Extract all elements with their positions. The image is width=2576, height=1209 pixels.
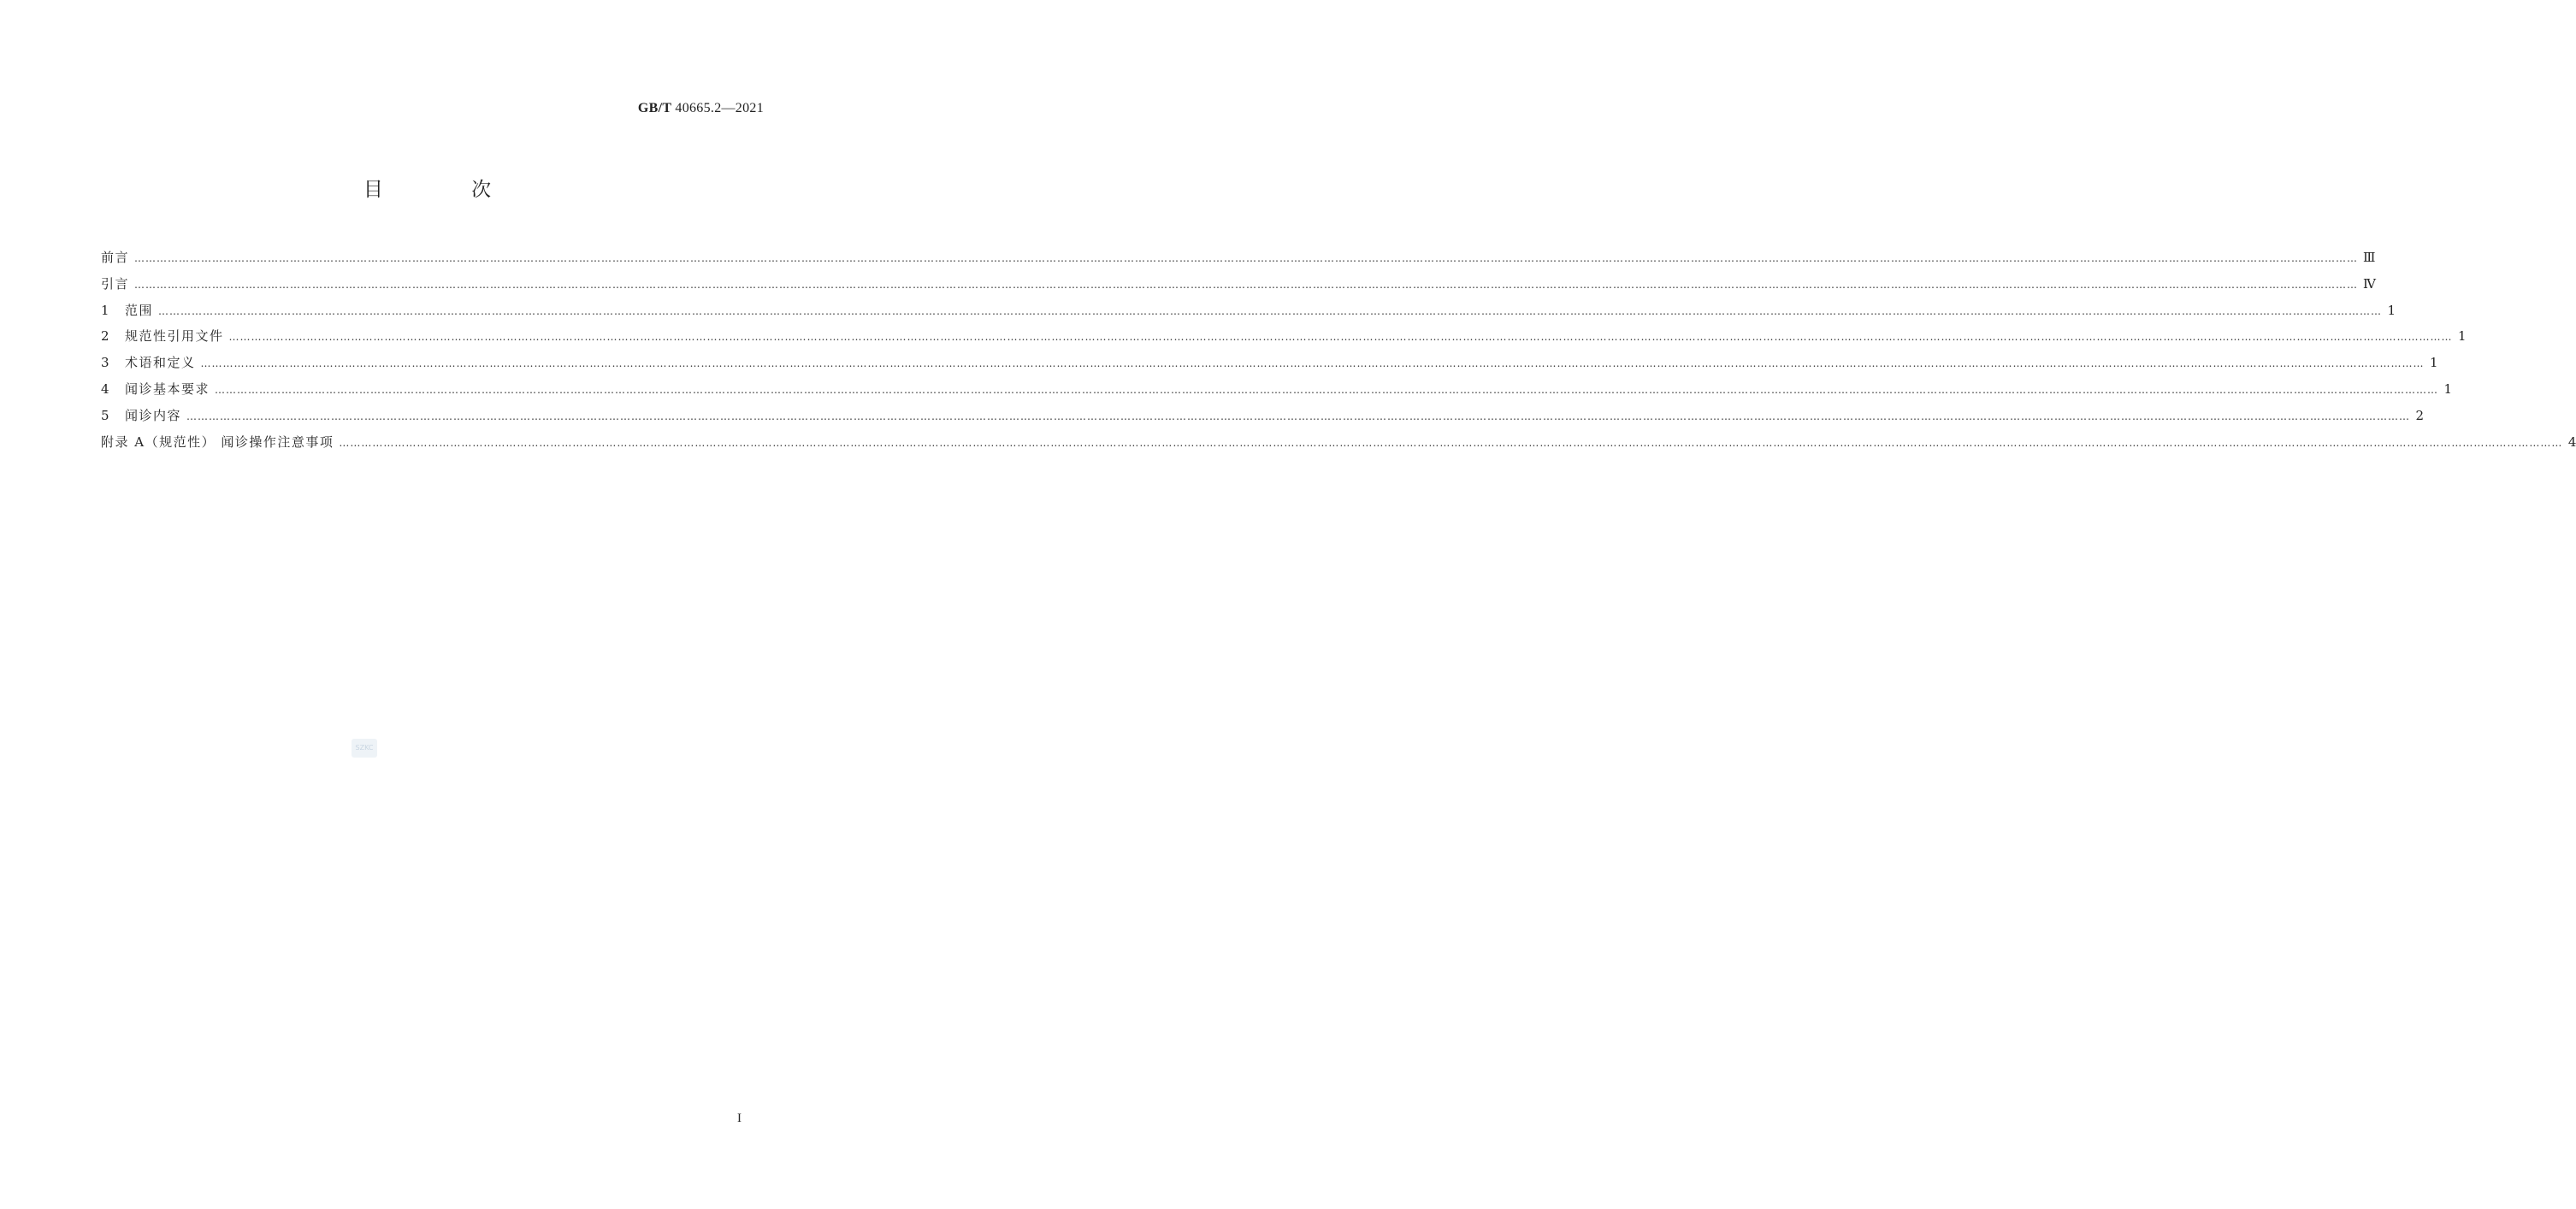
toc-section-number: 3 [101,355,109,371]
standard-prefix: GB/T [637,101,672,115]
toc-entry[interactable] [101,350,2438,376]
toc-dot-leader: …………………………………………………………………………………………………………………………………………………………………………………………………………………………………………………………………………………………………………………………………………………………………………………………………………………………………………………………………………………………………………………………………………………… [228,331,2453,344]
table-of-contents [101,245,2576,455]
toc-dot-leader: …………………………………………………………………………………………………………………………………………………………………………………………………………………………………………………………………………………………………………………………………………………………………………………………………………………………………………………………………………………………………………………………………………………… [186,410,2411,422]
toc-entry[interactable] [101,323,2467,350]
toc-dot-leader: …………………………………………………………………………………………………………………………………………………………………………………………………………………………………………………………………………………………………………………………………………………………………………………………………………………………………………………………………………………………………………………………………………………… [134,252,2359,264]
toc-section-title: 引言 [101,275,130,292]
toc-page-number: Ⅳ [2363,275,2377,292]
toc-page-number: 1 [2429,355,2438,371]
toc-section-number: 4 [101,380,109,397]
toc-entry-label [101,323,229,350]
toc-page-number: 4 [2567,433,2576,450]
toc-page-number: 1 [2387,302,2396,318]
toc-section-title: 闻诊内容 [125,407,182,423]
toc-entry-label [101,350,201,376]
toc-page-number: 1 [2443,380,2453,397]
toc-entry-label [101,298,158,324]
toc-section-title: 前言 [101,250,130,265]
page-number: I [737,1112,741,1125]
toc-entry[interactable] [101,271,2377,298]
toc-dot-leader: …………………………………………………………………………………………………………………………………………………………………………………………………………………………………………………………………………………………………………………………………………………………………………………………………………………………………………………………………………………………………………………………………………………… [339,436,2563,449]
toc-page-number: 1 [2457,328,2467,345]
toc-entry[interactable] [101,403,2425,429]
toc-section-title: 范围 [125,302,154,318]
toc-page-number: 2 [2415,407,2425,423]
toc-section-title: 闻诊基本要求 [125,380,210,397]
toc-page-number: Ⅲ [2363,250,2376,265]
toc-entry[interactable] [101,298,2396,324]
toc-entry[interactable] [101,376,2453,403]
toc-dot-leader: …………………………………………………………………………………………………………………………………………………………………………………………………………………………………………………………………………………………………………………………………………………………………………………………………………………………………………………………………………………………………………………………………………………… [200,357,2425,370]
toc-dot-leader: …………………………………………………………………………………………………………………………………………………………………………………………………………………………………………………………………………………………………………………………………………………………………………………………………………………………………………………………………………………………………………………………………………………… [215,383,2439,396]
toc-entry-label [101,403,186,429]
toc-entry[interactable] [101,429,2576,456]
toc-dot-leader: …………………………………………………………………………………………………………………………………………………………………………………………………………………………………………………………………………………………………………………………………………………………………………………………………………………………………………………………………………………………………………………………………………………… [134,278,2359,291]
toc-entry-label [101,245,134,271]
toc-entry[interactable] [101,245,2376,271]
watermark-logo: SZKC [352,739,377,758]
toc-section-title: 规范性引用文件 [125,328,224,345]
toc-section-number: 2 [101,328,109,345]
toc-section-title: 附录 A（规范性） 闻诊操作注意事项 [101,433,334,450]
toc-entry-label [101,429,339,456]
toc-section-title: 术语和定义 [125,355,196,371]
toc-entry-label [101,271,134,298]
toc-entry-label [101,376,215,403]
toc-section-number: 5 [101,407,109,423]
toc-title: 目 次 [363,179,533,201]
toc-dot-leader: …………………………………………………………………………………………………………………………………………………………………………………………………………………………………………………………………………………………………………………………………………………………………………………………………………………………………………………………………………………………………………………………………………………… [158,304,2383,317]
standard-code: 40665.2—2021 [675,101,764,115]
standard-number [638,101,764,116]
toc-section-number: 1 [101,302,109,318]
